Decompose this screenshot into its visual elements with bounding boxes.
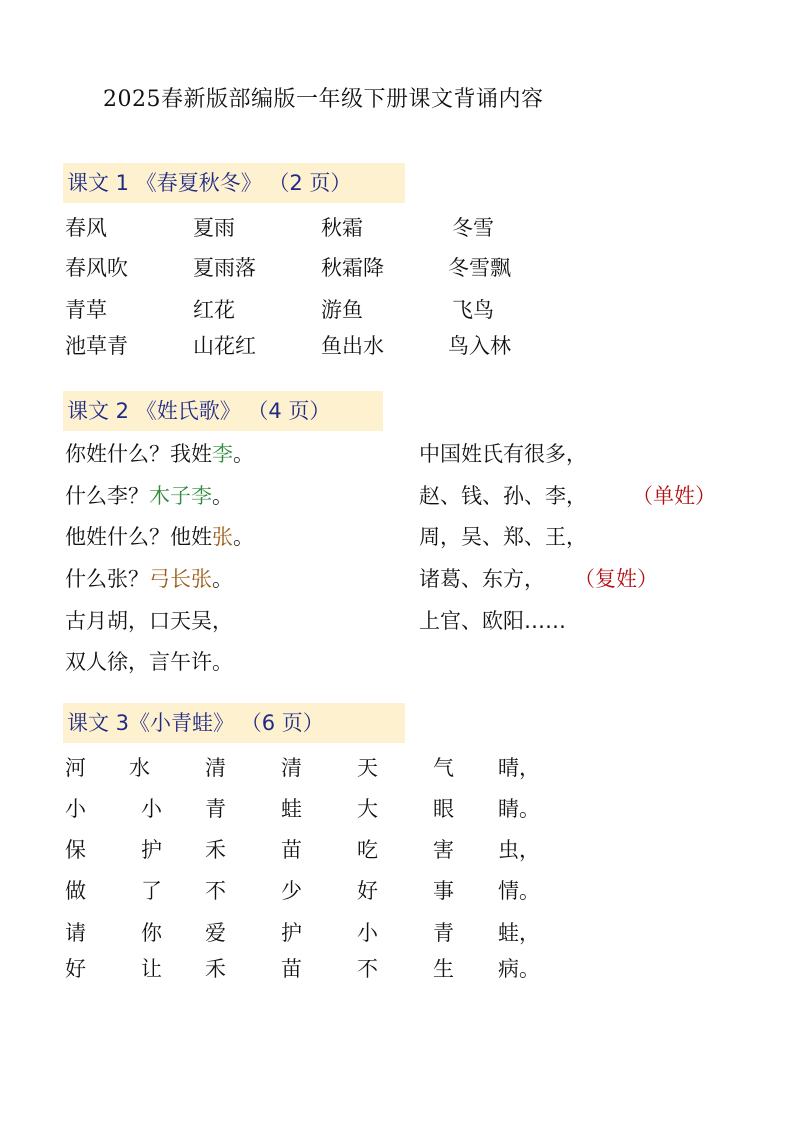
char: 病。 (498, 957, 540, 981)
char: 小 (357, 921, 378, 945)
char: 小 (65, 797, 86, 821)
lesson-3-row (0, 953, 794, 983)
verse-line: 诸葛、东方， (419, 567, 545, 591)
word: 池草青 (65, 334, 128, 358)
lesson-1-row (0, 252, 794, 282)
char: 清 (281, 756, 302, 780)
page-title: 2025春新版部编版一年级下册课文背诵内容 (103, 87, 544, 112)
word: 夏雨 (193, 216, 235, 240)
char: 做 (65, 879, 86, 903)
char: 好 (357, 879, 378, 903)
char: 护 (281, 921, 302, 945)
verse-line: 什么李？木子李。 (65, 484, 233, 508)
verse-line: 你姓什么？我姓李。 (65, 442, 254, 466)
char: 眼 (433, 797, 454, 821)
char: 小 (141, 797, 162, 821)
word: 鱼出水 (321, 334, 384, 358)
word: 冬雪 (452, 216, 494, 240)
char: 清 (205, 756, 226, 780)
char: 保 (65, 838, 86, 862)
verse-line: 赵、钱、孙、李， (419, 484, 587, 508)
note-single-surname: （单姓） (632, 484, 716, 508)
char: 水 (129, 756, 150, 780)
verse-line: 上官、欧阳…… (419, 609, 566, 633)
word: 春风吹 (65, 256, 128, 280)
lesson-2-header: 课文 2 《姓氏歌》 （4 页） (63, 391, 383, 431)
word: 秋霜 (321, 216, 363, 240)
word: 冬雪飘 (448, 256, 511, 280)
char: 苗 (281, 957, 302, 981)
word: 飞鸟 (452, 298, 494, 322)
char: 情。 (498, 879, 540, 903)
lesson-2-line (0, 521, 794, 551)
char: 不 (357, 957, 378, 981)
verse-line: 双人徐，言午许。 (65, 650, 233, 674)
word: 鸟入林 (448, 334, 511, 358)
lesson-2-line (0, 605, 794, 635)
char: 护 (141, 838, 162, 862)
char: 吃 (357, 838, 378, 862)
lesson-3-row (0, 793, 794, 823)
lesson-2-line (0, 563, 794, 593)
verse-line: 他姓什么？他姓张。 (65, 525, 254, 549)
note-compound-surname: （复姓） (574, 567, 658, 591)
lesson-1-row (0, 212, 794, 242)
word: 青草 (65, 298, 107, 322)
lesson-1-row (0, 294, 794, 324)
char: 爱 (205, 921, 226, 945)
word: 秋霜降 (321, 256, 384, 280)
word: 游鱼 (321, 298, 363, 322)
char: 害 (433, 838, 454, 862)
lesson-3-row (0, 752, 794, 782)
word: 夏雨落 (193, 256, 256, 280)
char: 你 (141, 921, 162, 945)
lesson-1-row (0, 330, 794, 360)
lesson-2-line (0, 646, 794, 676)
char: 少 (281, 879, 302, 903)
char: 禾 (205, 838, 226, 862)
char: 了 (141, 879, 162, 903)
verse-line: 周，吴、郑、王， (419, 525, 587, 549)
lesson-3-header: 课文 3《小青蛙》 （6 页） (63, 703, 405, 743)
char: 青 (205, 797, 226, 821)
char: 苗 (281, 838, 302, 862)
char: 请 (65, 921, 86, 945)
char: 事 (433, 879, 454, 903)
lesson-2-line (0, 438, 794, 468)
verse-line: 古月胡，口天吴， (65, 609, 233, 633)
lesson-2-line (0, 480, 794, 510)
char: 好 (65, 957, 86, 981)
char: 天 (357, 756, 378, 780)
char: 不 (205, 879, 226, 903)
char: 蛙， (498, 921, 540, 945)
char: 青 (433, 921, 454, 945)
verse-line: 中国姓氏有很多， (419, 442, 587, 466)
word: 红花 (193, 298, 235, 322)
lesson-3-row (0, 917, 794, 947)
char: 睛。 (498, 797, 540, 821)
word: 山花红 (193, 334, 256, 358)
char: 河 (65, 756, 86, 780)
char: 禾 (205, 957, 226, 981)
char: 虫， (498, 838, 540, 862)
char: 大 (357, 797, 378, 821)
lesson-1-header: 课文 1 《春夏秋冬》 （2 页） (63, 163, 405, 203)
char: 让 (141, 957, 162, 981)
lesson-3-row (0, 875, 794, 905)
char: 气 (433, 756, 454, 780)
word: 春风 (65, 216, 107, 240)
lesson-3-row (0, 834, 794, 864)
char: 晴， (498, 756, 540, 780)
char: 蛙 (281, 797, 302, 821)
char: 生 (433, 957, 454, 981)
verse-line: 什么张？弓长张。 (65, 567, 233, 591)
